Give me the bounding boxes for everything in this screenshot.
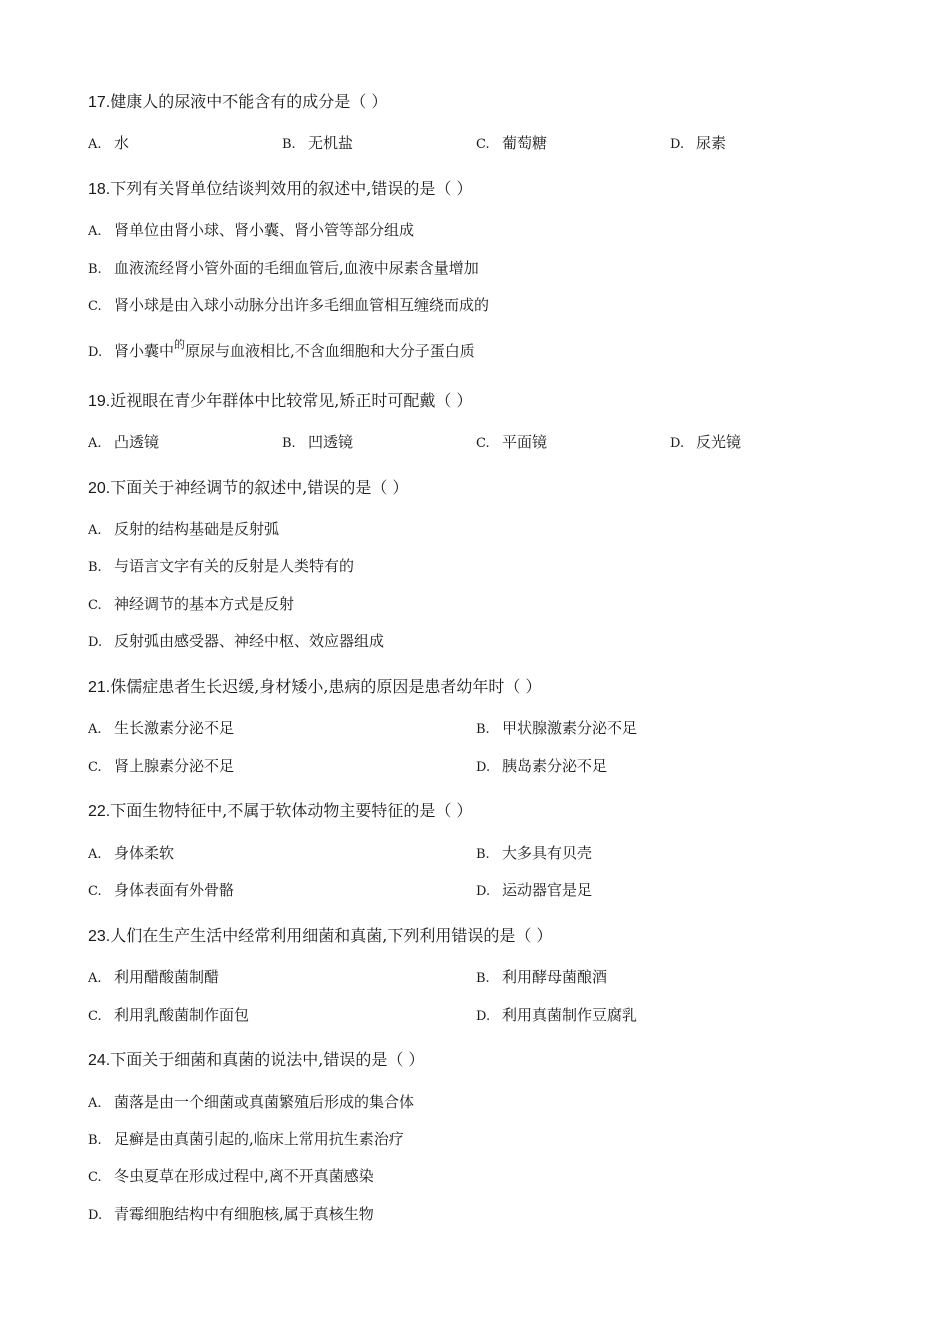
question-number: 21. (88, 679, 111, 696)
question-20-stem (88, 475, 408, 498)
text-label: 肾上腺素分泌不足 (114, 757, 235, 775)
text-label: 下面生物特征中,不属于软体动物主要特征的是（ ） (110, 801, 473, 820)
option-letter: C. (88, 299, 102, 314)
option-18-d[interactable] (88, 340, 475, 361)
option-letter: A. (88, 436, 102, 451)
text-label: 肾单位由肾小球、肾小囊、肾小管等部分组成 (114, 221, 415, 239)
text-label: 利用醋酸菌制醋 (114, 968, 220, 986)
question-18-stem (88, 176, 472, 199)
text-label: 下面关于神经调节的叙述中,错误的是（ ） (110, 478, 409, 497)
text-label: 生长激素分泌不足 (114, 719, 235, 737)
option-letter: C. (88, 1170, 102, 1185)
option-17-d[interactable] (670, 132, 726, 153)
option-20-b[interactable] (88, 555, 354, 576)
text-label: 下面关于细菌和真菌的说法中,错误的是（ ） (110, 1050, 425, 1069)
option-letter: A. (88, 971, 102, 986)
option-letter: B. (88, 262, 102, 277)
option-20-a[interactable] (88, 518, 279, 539)
option-17-b[interactable] (282, 132, 353, 153)
text-label: 平面镜 (502, 433, 548, 451)
text-label: 足癣是由真菌引起的,临床上常用抗生素治疗 (114, 1130, 404, 1148)
text-label: 原尿与血液相比,不含血细胞和大分子蛋白质 (185, 342, 475, 360)
text-label: 青霉细胞结构中有细胞核,属于真核生物 (114, 1205, 374, 1223)
option-letter: A. (88, 523, 102, 538)
text-label: 利用酵母菌酿酒 (502, 968, 608, 986)
option-letter: A. (88, 1096, 102, 1111)
question-19-stem (88, 388, 472, 411)
text-label: 反射弧由感受器、神经中枢、效应器组成 (114, 632, 385, 650)
option-17-c[interactable] (476, 132, 547, 153)
text-label: 反射的结构基础是反射弧 (114, 520, 280, 538)
text-label: 神经调节的基本方式是反射 (114, 595, 295, 613)
text-label: 凹透镜 (308, 433, 354, 451)
option-19-b[interactable] (282, 431, 353, 452)
question-number: 18. (88, 181, 111, 198)
option-letter: D. (88, 1208, 103, 1223)
option-letter: D. (670, 137, 685, 152)
option-letter: C. (476, 436, 490, 451)
text-label: 水 (114, 134, 130, 152)
option-letter: B. (476, 847, 490, 862)
text-label: 健康人的尿液中不能含有的成分是（ ） (110, 92, 388, 111)
question-number: 19. (88, 393, 111, 410)
option-21-a[interactable] (88, 717, 234, 738)
text-label: 肾小囊中 (114, 342, 175, 360)
text-label: 身体表面有外骨骼 (114, 881, 235, 899)
question-number: 24. (88, 1052, 111, 1069)
option-19-a[interactable] (88, 431, 159, 452)
option-22-d[interactable] (476, 879, 592, 900)
option-23-b[interactable] (476, 966, 607, 987)
option-letter: A. (88, 847, 102, 862)
text-label: 葡萄糖 (502, 134, 548, 152)
option-23-c[interactable] (88, 1004, 249, 1025)
option-18-c[interactable] (88, 294, 489, 315)
option-letter: D. (476, 884, 491, 899)
question-number: 20. (88, 480, 111, 497)
option-letter: C. (88, 598, 102, 613)
question-number: 17. (88, 94, 111, 111)
text-label: 血液流经肾小管外面的毛细血管后,血液中尿素含量增加 (114, 259, 479, 277)
option-letter: C. (88, 760, 102, 775)
option-24-d[interactable] (88, 1203, 374, 1224)
question-22-stem (88, 798, 472, 821)
option-21-b[interactable] (476, 717, 637, 738)
text-label: 侏儒症患者生长迟缓,身材矮小,患病的原因是患者幼年时（ ） (110, 677, 542, 696)
option-21-d[interactable] (476, 755, 607, 776)
text-label: 运动器官是足 (502, 881, 593, 899)
text-label: 尿素 (696, 134, 727, 152)
question-21-stem (88, 674, 542, 697)
text-label: 无机盐 (308, 134, 354, 152)
option-20-d[interactable] (88, 630, 384, 651)
option-22-a[interactable] (88, 842, 174, 863)
option-letter: B. (282, 436, 296, 451)
option-letter: B. (476, 722, 490, 737)
option-19-c[interactable] (476, 431, 547, 452)
text-label: 的 (174, 338, 186, 351)
option-22-c[interactable] (88, 879, 234, 900)
option-letter: D. (476, 1009, 491, 1024)
text-label: 利用真菌制作豆腐乳 (502, 1006, 638, 1024)
option-letter: D. (670, 436, 685, 451)
option-24-c[interactable] (88, 1165, 374, 1186)
option-24-a[interactable] (88, 1091, 414, 1112)
option-23-a[interactable] (88, 966, 219, 987)
option-letter: C. (88, 1009, 102, 1024)
text-label: 近视眼在青少年群体中比较常见,矫正时可配戴（ ） (110, 391, 473, 410)
option-letter: B. (282, 137, 296, 152)
option-letter: A. (88, 137, 102, 152)
question-17-stem (88, 89, 387, 112)
option-letter: B. (88, 1133, 102, 1148)
question-number: 22. (88, 803, 111, 820)
text-label: 下列有关肾单位结谈判效用的叙述中,错误的是（ ） (110, 179, 473, 198)
option-letter: A. (88, 224, 102, 239)
option-24-b[interactable] (88, 1128, 404, 1149)
text-label: 与语言文字有关的反射是人类特有的 (114, 557, 355, 575)
option-19-d[interactable] (670, 431, 741, 452)
option-letter: B. (88, 560, 102, 575)
text-label: 大多具有贝壳 (502, 844, 593, 862)
option-letter: B. (476, 971, 490, 986)
text-label: 菌落是由一个细菌或真菌繁殖后形成的集合体 (114, 1093, 415, 1111)
option-21-c[interactable] (88, 755, 234, 776)
text-label: 甲状腺激素分泌不足 (502, 719, 638, 737)
text-label: 人们在生产生活中经常利用细菌和真菌,下列利用错误的是（ ） (110, 926, 553, 945)
question-24-stem (88, 1047, 424, 1070)
option-23-d[interactable] (476, 1004, 637, 1025)
option-18-a[interactable] (88, 219, 414, 240)
option-22-b[interactable] (476, 842, 592, 863)
text-label: 反光镜 (696, 433, 742, 451)
option-letter: A. (88, 722, 102, 737)
text-label: 身体柔软 (114, 844, 175, 862)
option-18-b[interactable] (88, 257, 479, 278)
text-label: 肾小球是由入球小动脉分出许多毛细血管相互缠绕而成的 (114, 296, 490, 314)
option-17-a[interactable] (88, 132, 129, 153)
option-letter: D. (88, 345, 103, 360)
option-letter: D. (88, 635, 103, 650)
question-23-stem (88, 923, 552, 946)
question-number: 23. (88, 928, 111, 945)
text-label: 利用乳酸菌制作面包 (114, 1006, 250, 1024)
option-letter: C. (88, 884, 102, 899)
text-label: 胰岛素分泌不足 (502, 757, 608, 775)
option-letter: D. (476, 760, 491, 775)
text-label: 凸透镜 (114, 433, 160, 451)
text-label: 冬虫夏草在形成过程中,离不开真菌感染 (114, 1167, 374, 1185)
option-20-c[interactable] (88, 593, 294, 614)
option-letter: C. (476, 137, 490, 152)
